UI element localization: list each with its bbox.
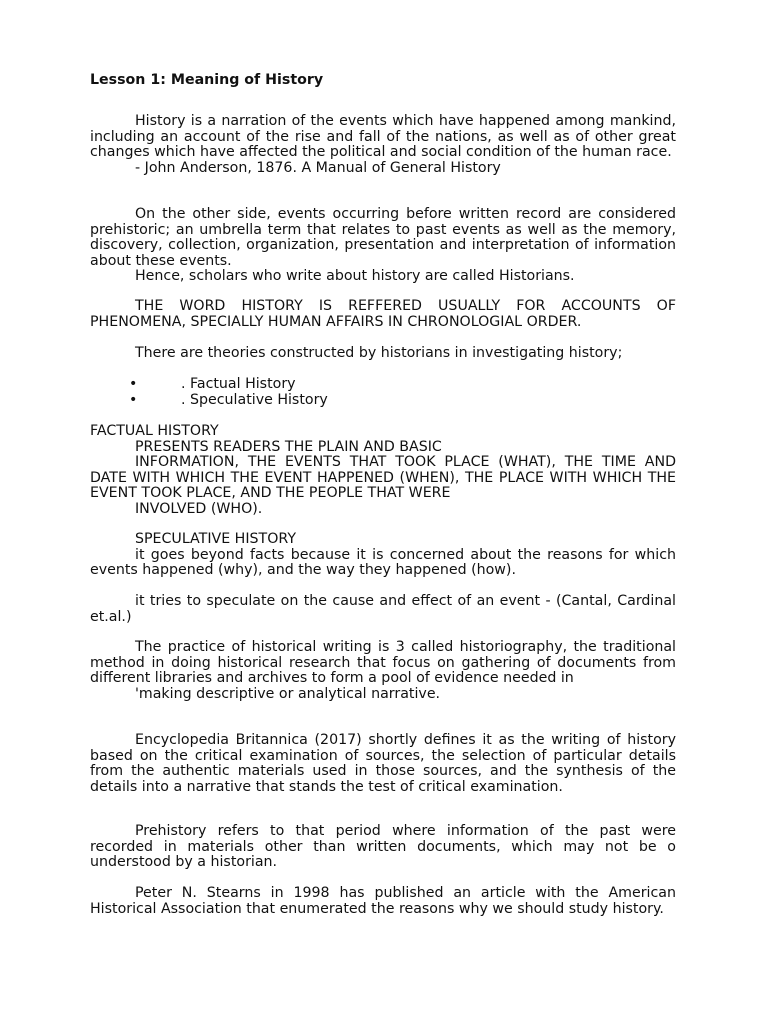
paragraph-word-history: [90, 299, 676, 330]
prehistoric-text: On the other side, events occurring before written record are considered prehistoric; an umbrella term that relates to past events as well as the memory, discovery, collection, organization, presentation and interpretation of information about these events.: [90, 206, 676, 269]
bullet-icon: •: [129, 376, 138, 392]
theories-text: There are theories constructed by historians in investigating history;: [135, 345, 623, 361]
bullet-icon: •: [129, 392, 138, 408]
speculative-history-text: it goes beyond facts because it is concerned about the reasons for which events happened (why), and the way they happened (how).: [90, 546, 676, 578]
speculative-history-heading: SPECULATIVE HISTORY: [135, 531, 296, 547]
lesson-title: Lesson 1: Meaning of History: [90, 72, 324, 88]
historiography-text: The practice of historical writing is 3 called historiography, the traditional method in doing historical research that focus on gathering of documents from different libraries and archives to form a pool of evidence needed in: [90, 639, 676, 686]
britannica-text: Encyclopedia Britannica (2017) shortly defines it as the writing of history based on the critical examination of sources, the selection of particular details from the authentic materials used in those sources, and the synthesis of the details into a narrative that stands the test of critical examination.: [90, 732, 676, 795]
stearns-text: Peter N. Stearns in 1998 has published an article with the American Historical Association that enumerated the reasons why we should study history.: [90, 885, 676, 917]
section-speculative-history: [90, 532, 676, 579]
factual-history-heading: FACTUAL HISTORY: [90, 423, 219, 439]
historiography-followup: 'making descriptive or analytical narrative.: [135, 685, 441, 702]
list-item: [90, 393, 676, 409]
paragraph-britannica: [90, 733, 676, 795]
paragraph-theories: [90, 346, 676, 362]
factual-history-line3: INVOLVED (WHO).: [135, 500, 263, 517]
paragraph-historiography: [90, 640, 676, 702]
paragraph-history-definition: [90, 114, 676, 176]
paragraph-prehistoric: [90, 207, 676, 285]
factual-history-line2: INFORMATION, THE EVENTS THAT TOOK PLACE (WHAT), THE TIME AND DATE WITH WHICH THE EVENT HAPPENED (WHEN), THE PLACE WITH WHICH THE EVENT TOOK PLACE, AND THE PEOPLE THAT WERE: [90, 454, 676, 501]
history-definition-text: History is a narration of the events which have happened among mankind, including an account of the rise and fall of the nations, as well as of other great changes which have affected the political and social condition of the human race.: [90, 113, 676, 160]
speculate-text: it tries to speculate on the cause and effect of an event - (Cantal, Cardinal et.al.): [90, 593, 676, 625]
history-definition-attribution: - John Anderson, 1876. A Manual of General History: [135, 159, 501, 176]
list-item: [90, 377, 676, 393]
prehistory-text: Prehistory refers to that period where information of the past were recorded in materials other than written documents, which may not be o understood by a historian.: [90, 823, 676, 870]
factual-history-line1: PRESENTS READERS THE PLAIN AND BASIC: [135, 438, 442, 455]
paragraph-stearns: [90, 886, 676, 917]
paragraph-prehistory: [90, 824, 676, 871]
word-history-text: THE WORD HISTORY IS REFFERED USUALLY FOR ACCOUNTS OF PHENOMENA, SPECIALLY HUMAN AFFAIRS IN CHRONOLOGIAL ORDER.: [90, 298, 676, 330]
list-item-label: . Factual History: [181, 376, 296, 392]
paragraph-speculate: [90, 594, 676, 625]
list-item-label: . Speculative History: [181, 392, 328, 408]
historians-note: Hence, scholars who write about history are called Historians.: [135, 268, 575, 284]
theories-list: [90, 377, 676, 409]
section-factual-history: [90, 424, 676, 517]
